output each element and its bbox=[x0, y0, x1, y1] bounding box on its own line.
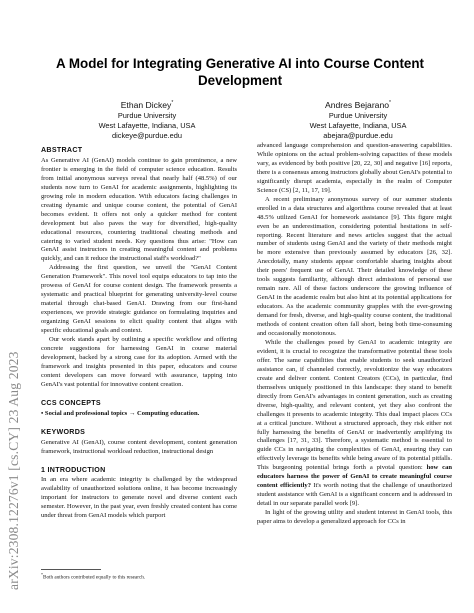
left-column bbox=[41, 142, 237, 521]
key-question: how can educators harness the power of GenAI to create meaningful course content efficiently? bbox=[257, 464, 452, 490]
author-affiliation: Purdue University bbox=[328, 110, 388, 120]
abstract-heading: ABSTRACT bbox=[41, 146, 83, 154]
arxiv-identifier: arXiv:2308.12276v1 [cs.CY] 23 Aug 2023 bbox=[6, 351, 21, 590]
body-paragraph: advanced language comprehension and question-answering capabilities. While opinions on the actual problem-solving capacities of these models vary, as evidenced by both positive [20, 22, 30] and negative [16] reports, there is a consensus among instructors globally about GenAI's potential to significantly disrupt academia, especially in the realm of Computer Science (CS) [2, 11, 17, 19]. bbox=[257, 142, 452, 194]
introduction-heading: 1 INTRODUCTION bbox=[41, 465, 106, 474]
author-block-1 bbox=[57, 98, 237, 141]
author-name: Ethan Dickey* bbox=[120, 99, 174, 110]
introduction-paragraph: In an era where academic integrity is challenged by the widespread availability of unauthorized solutions online, it has become increasingly important for instructors to generate novel and diverse content each semester. However, in the past year, even freshly created content has come under threat from GenAI models which purport bbox=[41, 476, 237, 520]
abstract-paragraph: As Generative AI (GenAI) models continue to gain prominence, a new frontier is emerging in the field of computer science education. Results from initial anonymous surveys reveal that nearly half (48.5%) of our students now turn to GenAI for academic assignments, highlighting its growing role in modern education. With educators facing challenges in creating dynamic and unique course content, the potential of GenAI becomes evident. It offers not only a quicker method for content development but also paves the way for diversified, high-quality educational resources, countering traditional cheating methods and catering to varied student needs. Key questions thus arise: "How can GenAI assist instructors in creating meaningful content and problems quickly, and can it reduce the instructional staff's workload?" bbox=[41, 156, 237, 263]
arxiv-identifier-margin bbox=[0, 0, 34, 613]
paper-title: A Model for Integrating Generative AI into Course Content Development bbox=[55, 56, 424, 88]
keywords-heading: KEYWORDS bbox=[41, 427, 86, 436]
footnote-rule bbox=[41, 569, 101, 570]
author-location: West Lafayette, Indiana, USA bbox=[309, 120, 407, 130]
abstract-paragraph: Addressing the first question, we unveil the "GenAI Content Generation Framework". This novel tool equips educators to tap into the prowess of GenAI for course content design. The framework presents a systematic and practical blueprint for generating university-level course material through chat-based GenAI. Drawing from our first-hand experiences, we provide strategic guidance on formulating inquiries and organizing GenAI sessions to elicit quality content that aligns with specific educational goals and context. bbox=[41, 264, 237, 335]
author-name: Andres Bejarano* bbox=[325, 99, 391, 110]
right-column bbox=[257, 142, 452, 527]
author-email: dickeye@purdue.edu bbox=[112, 130, 182, 140]
ccs-concepts: • Social and professional topics → Computing education. bbox=[41, 409, 200, 417]
body-paragraph: A recent preliminary anonymous survey of our summer students enrolled in a data structures and algorithms course revealed that at least 48.5% utilized GenAI for homework assistance [9]. This figure might even be an underestimation, considering potential hesitations in self-reporting. Recent literature and news articles suggest that the actual number of students using GenAI and the variety of their methods might be more extensive than previously assumed by educators [26, 32]. Anecdotally, many students appear comfortable sharing insights about their peers' frequent use of GenAI. Their detailed knowledge of these tools suggests familiarity, although direct admissions of personal use remain rare. All of these factors underscore the growing influence of GenAI in the academic realm but also hint at its potential applications for educators. As the academic community grapples with the ever-growing demand for fresh, diverse, and high-quality course content, the traditional methods of content creation often fall short, being both time-consuming and occasionally monotonous. bbox=[257, 195, 452, 338]
footnote: *Both authors contributed equally to this research. bbox=[41, 572, 146, 581]
author-block-2 bbox=[268, 98, 448, 141]
ccs-heading: CCS CONCEPTS bbox=[41, 398, 101, 407]
body-paragraph: While the challenges posed by GenAI to academic integrity are evident, it is crucial to recognize the transformative potential these tools offer. The same capabilities that enable students to seek unauthorized assistance can, if channeled correctly, revolutionize the way educators create and deliver content. Content Creators (CCs), in particular, find themselves uniquely positioned in this landscape: they stand to benefit directly from GenAI's advantages in content generation, such as creating diverse, high-quality, and relevant content, yet they also confront the challenges it presents to academic integrity. This dual impact places CCs at a critical juncture. Without a structured approach, they risk either not fully harnessing the benefits of GenAI or inadvertently amplifying its challenges [17, 31, 33]. Therefore, a systematic method is essential to guide CCs in navigating the complexities of GenAI, ensuring they can effectively leverage its benefits while being aware of its potential pitfalls. This burgeoning potential brings forth a pivotal question: how can educators harness the power of GenAI to create meaningful course content efficiently? It's worth noting that the challenge of unauthorized student assistance with GenAI is a significant concern and is addressed in detail in our separate parallel work [9]. bbox=[257, 338, 452, 508]
body-paragraph: In light of the growing utility and student interest in GenAI tools, this paper aims to develop a generalized approach for CCs in bbox=[257, 509, 452, 526]
author-affiliation: Purdue University bbox=[117, 110, 177, 120]
keywords: Generative AI (GenAI), course content development, content generation framework, instructional workload reduction, instructional design bbox=[41, 438, 237, 455]
abstract-paragraph: Our work stands apart by outlining a specific workflow and offering concrete suggestions for harnessing GenAI in course material development, backed by a strong case for its adoption. Armed with the framework and insights presented in this paper, educators and course content developers can move forward with assurance, tapping into GenAI's vast potential for innovative content creation. bbox=[41, 336, 237, 388]
author-email: abejara@purdue.edu bbox=[323, 130, 393, 140]
author-location: West Lafayette, Indiana, USA bbox=[98, 120, 196, 130]
